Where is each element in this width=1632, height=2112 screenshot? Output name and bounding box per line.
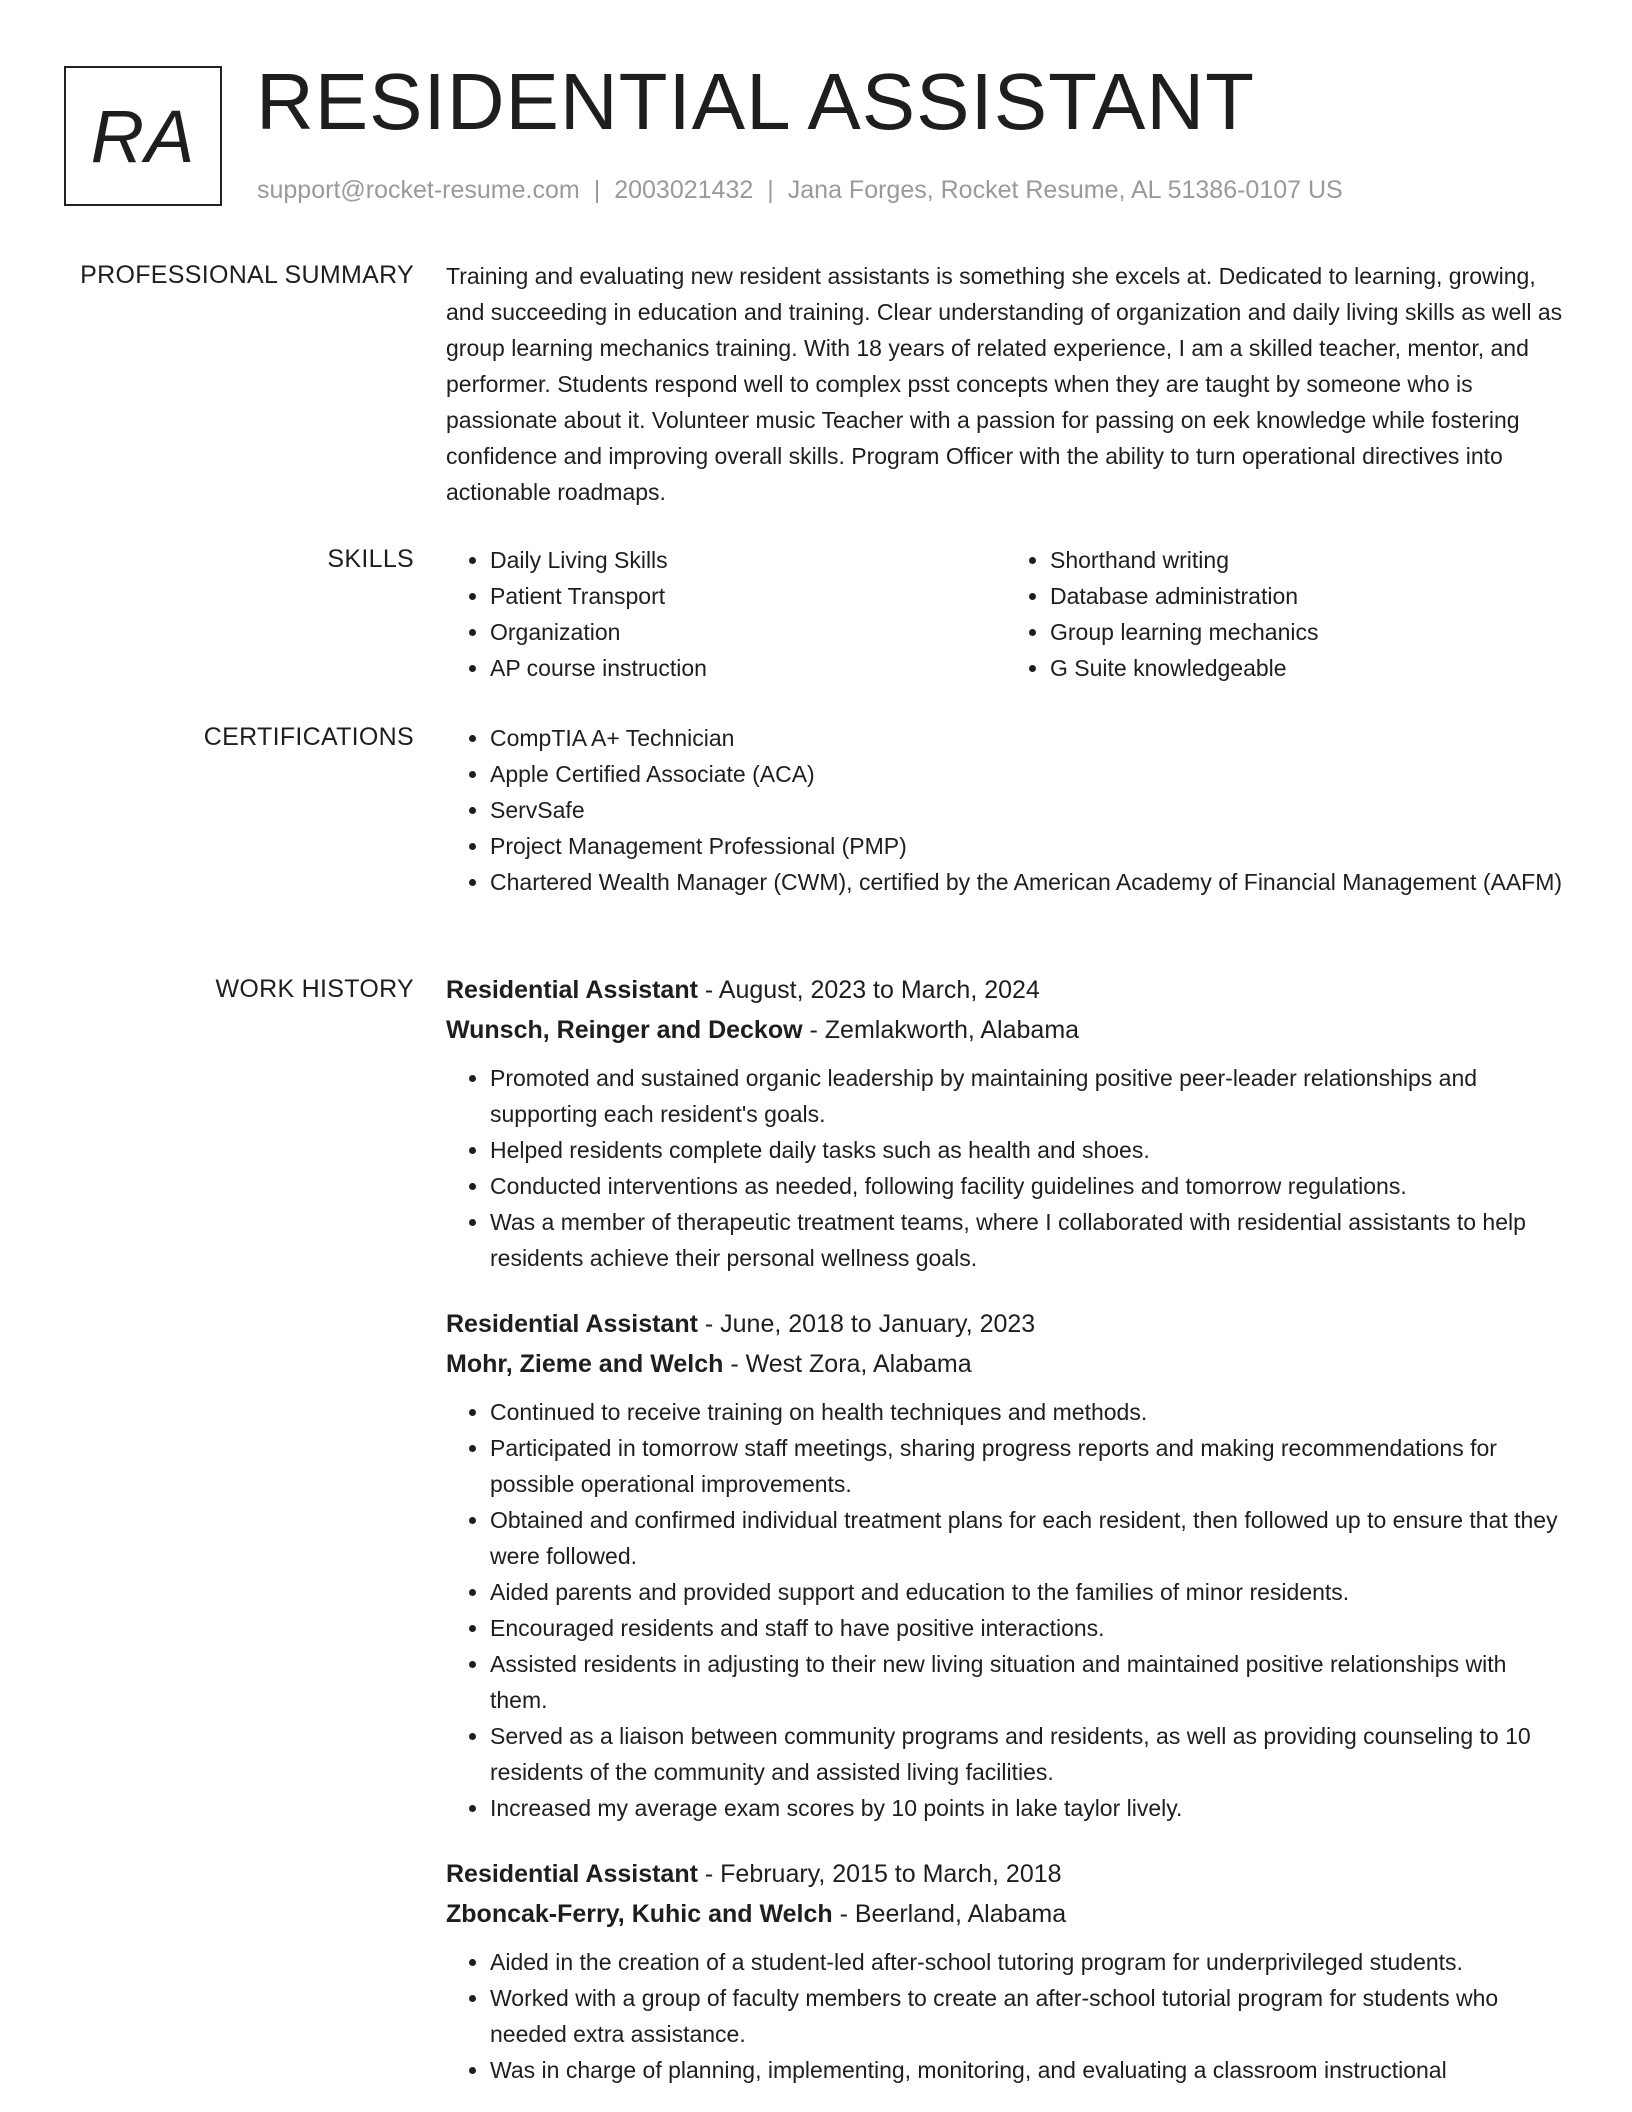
job-bullets: [446, 1060, 1566, 1276]
summary-text: Training and evaluating new resident assistants is something she excels at. Dedicated to learning, growing, and succeeding in education and training. Clear understanding of organization and daily living skills as well as group learning mechanics training. With 18 years of related experience, I am a skilled teacher, mentor, and performer. Students respond well to complex psst concepts when they are taught by someone who is passionate about it. Volunteer music Teacher with a passion for passing on eek knowledge while fostering confidence and improving overall skills. Program Officer with the ability to turn operational directives into actionable roadmaps.: [446, 263, 1563, 505]
resume-title: RESIDENTIAL ASSISTANT: [256, 57, 1256, 146]
job-bullet: • Encouraged residents and staff to have positive interactions.: [490, 1610, 1566, 1646]
contact-separator: |: [593, 176, 601, 204]
job-bullets: [446, 1394, 1566, 1826]
section-label-work-history: WORK HISTORY: [215, 975, 414, 1003]
job-company: Mohr, Zieme and Welch: [446, 1350, 724, 1378]
certification-item: • Chartered Wealth Manager (CWM), certified by the American Academy of Financial Management (AAFM): [490, 864, 1566, 900]
job-company: Wunsch, Reinger and Deckow: [446, 1016, 803, 1044]
certification-item: • Project Management Professional (PMP): [490, 828, 1566, 864]
skill-item: • Organization: [490, 614, 1006, 650]
job-company: Zboncak-Ferry, Kuhic and Welch: [446, 1900, 833, 1928]
skill-item: • AP course instruction: [490, 650, 1006, 686]
job-bullet: • Helped residents complete daily tasks such as health and shoes.: [490, 1132, 1566, 1168]
job-title-line: [446, 1854, 1566, 1894]
section-label-summary: PROFESSIONAL SUMMARY: [80, 261, 414, 289]
job-bullet: • Promoted and sustained organic leadership by maintaining positive peer-leader relationships and supporting each resident's goals.: [490, 1060, 1566, 1132]
job-bullets: [446, 1944, 1566, 2088]
job-bullet: • Obtained and confirmed individual treatment plans for each resident, then followed up to ensure that they were followed.: [490, 1502, 1566, 1574]
skills-list-right: [1006, 542, 1566, 686]
skill-item: • Daily Living Skills: [490, 542, 1006, 578]
job-bullet: • Assisted residents in adjusting to their new living situation and maintained positive relationships with them.: [490, 1646, 1566, 1718]
job-title-line: [446, 1304, 1566, 1344]
skill-item: • Patient Transport: [490, 578, 1006, 614]
job-location: - Beerland, Alabama: [832, 1900, 1067, 1928]
job-company-line: [446, 1010, 1566, 1050]
certification-item: • CompTIA A+ Technician: [490, 720, 1566, 756]
work-history-body: [446, 970, 1566, 2112]
certifications-list: [446, 720, 1566, 900]
job-bullet: • Aided in the creation of a student-led after-school tutoring program for underprivileged students.: [490, 1944, 1566, 1980]
job-bullet: • Was a member of therapeutic treatment teams, where I collaborated with residential assistants to help residents achieve their personal wellness goals.: [490, 1204, 1566, 1276]
job-bullet: • Conducted interventions as needed, following facility guidelines and tomorrow regulations.: [490, 1168, 1566, 1204]
certifications-body: [446, 720, 1566, 900]
contact-separator: |: [767, 176, 774, 204]
job-bullet: • Worked with a group of faculty members to create an after-school tutorial program for students who needed extra assistance.: [490, 1980, 1566, 2052]
job-title: Residential Assistant: [446, 1310, 698, 1338]
job-bullet: • Increased my average exam scores by 10 points in lake taylor lively.: [490, 1790, 1566, 1826]
job-bullet: • Was in charge of planning, implementing, monitoring, and evaluating a classroom instructional: [490, 2052, 1566, 2088]
job-entry: [446, 1854, 1566, 2088]
skill-item: • Shorthand writing: [1050, 542, 1566, 578]
job-bullet: • Served as a liaison between community programs and residents, as well as providing counseling to 10 residents of the community and assisted living facilities.: [490, 1718, 1566, 1790]
contact-phone[interactable]: 2003021432: [614, 176, 754, 204]
skill-item: • Group learning mechanics: [1050, 614, 1566, 650]
job-entry: [446, 1304, 1566, 1826]
skills-list-left: [446, 542, 1006, 686]
contact-email[interactable]: support@rocket-resume.com: [257, 176, 580, 204]
job-bullet: • Participated in tomorrow staff meetings, sharing progress reports and making recommendations for possible operational improvements.: [490, 1430, 1566, 1502]
skill-item: • Database administration: [1050, 578, 1566, 614]
section-label-certifications: CERTIFICATIONS: [203, 723, 414, 751]
monogram-logo: RA: [64, 66, 222, 206]
job-title: Residential Assistant: [446, 976, 698, 1004]
job-dates: - June, 2018 to January, 2023: [697, 1310, 1036, 1338]
certification-item: • ServSafe: [490, 792, 1566, 828]
job-company-line: [446, 1894, 1566, 1934]
job-bullet: • Continued to receive training on health techniques and methods.: [490, 1394, 1566, 1430]
certification-item: • Apple Certified Associate (ACA): [490, 756, 1566, 792]
job-bullet: • Aided parents and provided support and education to the families of minor residents.: [490, 1574, 1566, 1610]
summary-body: [446, 258, 1566, 510]
job-location: - West Zora, Alabama: [723, 1350, 972, 1378]
job-dates: - February, 2015 to March, 2018: [697, 1860, 1062, 1888]
job-company-line: [446, 1344, 1566, 1384]
contact-line: [257, 174, 1343, 206]
skill-item: • G Suite knowledgeable: [1050, 650, 1566, 686]
job-dates: - August, 2023 to March, 2024: [697, 976, 1040, 1004]
contact-address: Jana Forges, Rocket Resume, AL 51386-0107 US: [787, 176, 1343, 204]
skills-columns: [446, 542, 1566, 686]
job-title: Residential Assistant: [446, 1860, 698, 1888]
job-entry: [446, 970, 1566, 1276]
job-location: - Zemlakworth, Alabama: [802, 1016, 1080, 1044]
job-title-line: [446, 970, 1566, 1010]
section-label-skills: SKILLS: [327, 545, 414, 573]
